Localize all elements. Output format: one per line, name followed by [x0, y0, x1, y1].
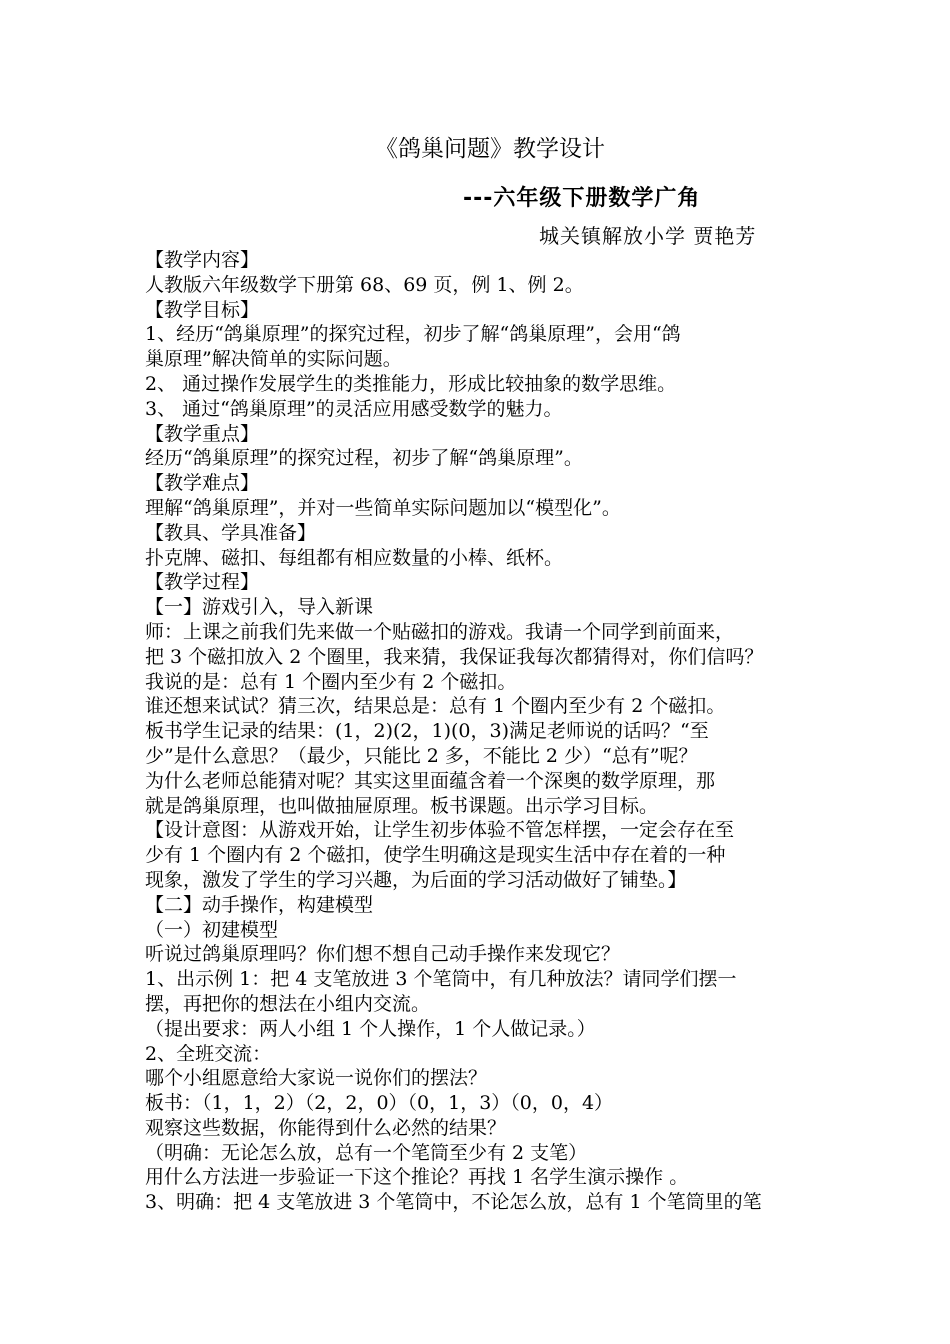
text-line: 少有 1 个圈内有 2 个磁扣，使学生明确这是现实生活中存在着的一种	[145, 844, 726, 867]
text-line: 现象，激发了学生的学习兴趣，为后面的学习活动做好了铺垫。】	[145, 868, 687, 891]
text-line: 板书：（1，1，2）（2，2，0）（0，1，3）（0，0，4）	[145, 1092, 614, 1115]
document-body	[145, 248, 825, 1215]
text-line: 【教学内容】	[145, 249, 260, 271]
text-line: 【教学难点】	[145, 472, 260, 495]
page-subtitle: ---六年级下册数学广角	[463, 186, 701, 211]
text-line: 【教学过程】	[145, 571, 260, 594]
text-line: 哪个小组愿意给大家说一说你们的摆法？	[145, 1067, 488, 1090]
text-line: 摆，再把你的想法在小组内交流。	[145, 992, 431, 1015]
text-line: 【教具、学具准备】	[145, 521, 317, 544]
text-line: 就是鸽巢原理，也叫做抽屉原理。板书课题。出示学习目标。	[145, 794, 659, 817]
text-line: 听说过鸽巢原理吗？你们想不想自己动手操作来发现它？	[145, 943, 621, 966]
text-line: 谁还想来试试？猜三次，结果总是：总有 1 个圈内至少有 2 个磁扣。	[145, 695, 726, 718]
text-line: 3、明确：把 4 支笔放进 3 个笔筒中，不论怎么放，总有 1 个笔筒里的笔	[145, 1191, 762, 1214]
text-line: 1、出示例 1：把 4 支笔放进 3 个笔筒中，有几种放法？请同学们摆一	[145, 968, 737, 991]
text-line: 为什么老师总能猜对呢？其实这里面蕴含着一个深奥的数学原理，那	[145, 769, 716, 792]
text-line: 人教版六年级数学下册第 68、69 页，例 1、例 2。	[145, 273, 584, 296]
text-line: 【设计意图：从游戏开始，让学生初步体验不管怎样摆，一定会存在至	[145, 819, 735, 842]
text-line: 2、全班交流：	[145, 1042, 272, 1065]
text-line: 扑克牌、磁扣、每组都有相应数量的小棒、纸杯。	[145, 546, 564, 569]
text-line: 【一】游戏引入，导入新课	[145, 596, 374, 619]
text-line: 3、 通过“鸽巢原理”的灵活应用感受数学的魅力。	[145, 397, 563, 420]
text-line: （提出要求：两人小组 1 个人操作，1 个人做记录。）	[145, 1017, 596, 1040]
text-line: 板书学生记录的结果：(1，2)(2，1)(0，3)满足老师说的话吗？“至	[145, 720, 709, 743]
text-line: 经历“鸽巢原理”的探究过程，初步了解“鸽巢原理”。	[145, 447, 583, 470]
text-line: 2、 通过操作发展学生的类推能力，形成比较抽象的数学思维。	[145, 372, 677, 395]
author-line: 城关镇解放小学 贾艳芳	[539, 224, 757, 248]
text-line: 1、经历“鸽巢原理”的探究过程，初步了解“鸽巢原理”，会用“鸽	[145, 323, 681, 346]
text-line: 把 3 个磁扣放入 2 个圈里，我来猜，我保证我每次都猜得对，你们信吗？	[145, 645, 764, 668]
text-line: 少”是什么意思？（最少，只能比 2 多，不能比 2 少）“总有”呢？	[145, 744, 698, 767]
text-line: 用什么方法进一步验证一下这个推论？再找 1 名学生演示操作 。	[145, 1166, 689, 1189]
text-line: （一）初建模型	[145, 918, 279, 941]
text-line: 【二】动手操作，构建模型	[145, 893, 374, 916]
text-line: 师：上课之前我们先来做一个贴磁扣的游戏。我请一个同学到前面来，	[145, 620, 735, 643]
text-line: 【教学重点】	[145, 422, 260, 445]
text-line: 【教学目标】	[145, 298, 260, 321]
text-line: （明确：无论怎么放，总有一个笔筒至少有 2 支笔）	[145, 1141, 588, 1164]
text-line: 巢原理”解决简单的实际问题。	[145, 348, 402, 371]
page-title: 《鸽巢问题》教学设计	[375, 136, 605, 162]
text-line: 理解“鸽巢原理”，并对一些简单实际问题加以“模型化”。	[145, 496, 621, 519]
text-line: 观察这些数据，你能得到什么必然的结果？	[145, 1116, 507, 1139]
text-line: 我说的是：总有 1 个圈内至少有 2 个磁扣。	[145, 670, 517, 693]
